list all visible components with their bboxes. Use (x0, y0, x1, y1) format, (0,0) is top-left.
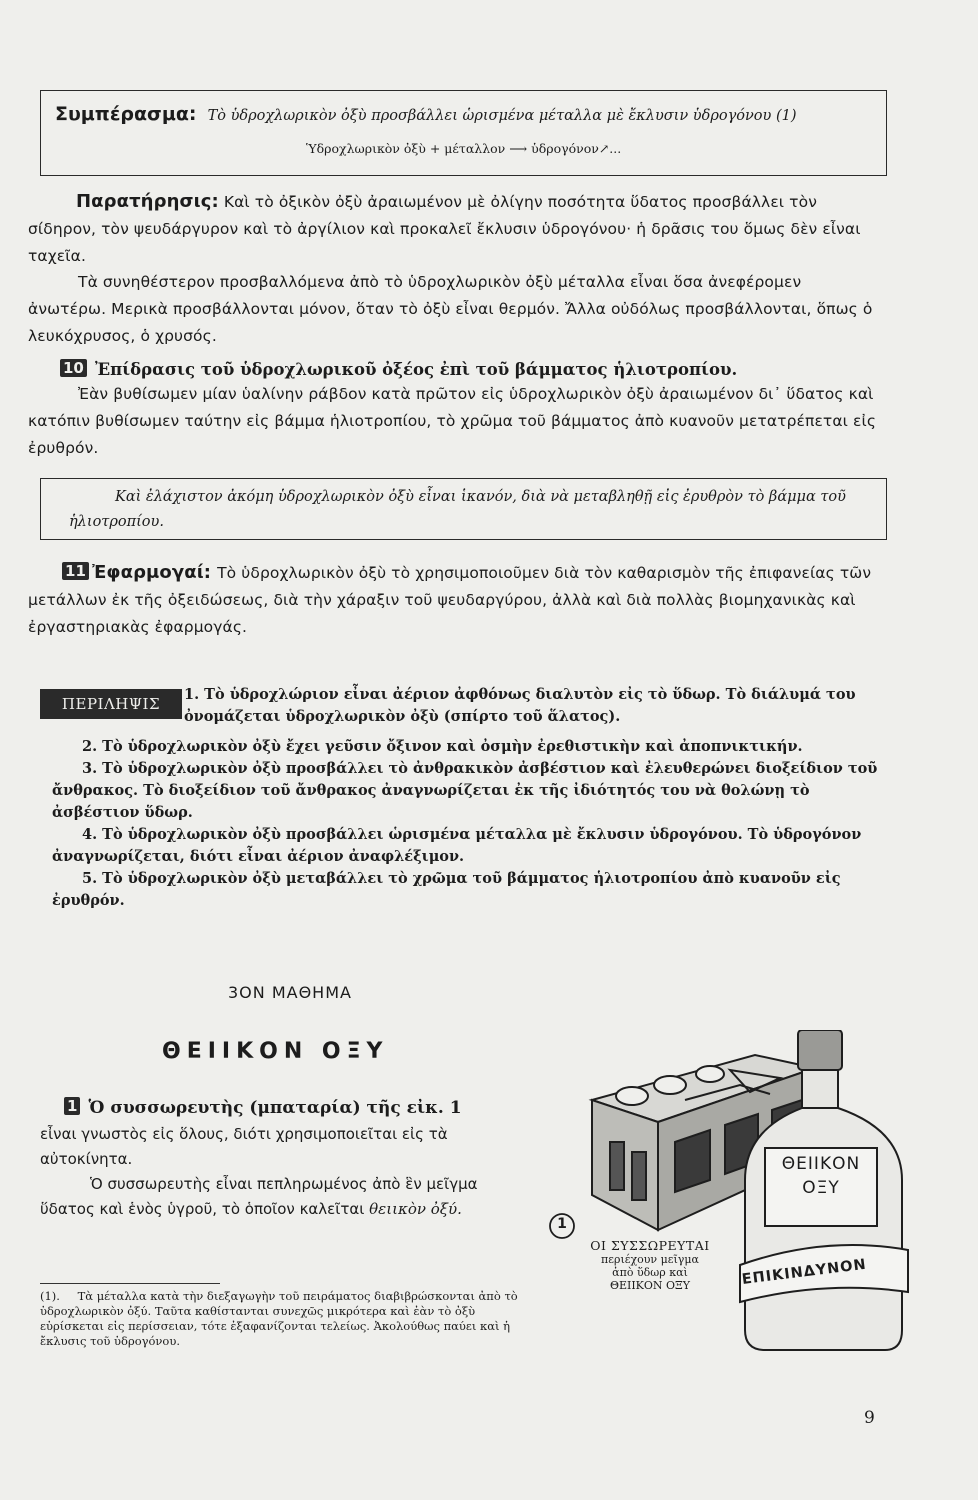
section-10-note-box (40, 478, 887, 540)
bottle-warning: ΕΠΙΚΙΝΔΥΝΟΝ (741, 1256, 868, 1288)
observation-paragraph-1 (28, 188, 880, 270)
figure-caption-title: ΟΙ ΣΥΣΣΩΡΕΥΤΑΙ (590, 1238, 710, 1253)
lesson-section-1-number: 1 (64, 1097, 80, 1115)
lesson-title: ΘΕΙΙΚΟΝ ΟΞΥ (162, 1039, 389, 1064)
section-10-text: Ἐὰν βυθίσωμεν μίαν ὑαλίνην ράβδον κατὰ πρῶτον εἰς ὑδροχλωρικὸν ὀξὺ ἀραιωμένον δι᾽ ὕδατος καὶ κατόπιν βυθίσωμεν ταύτην εἰς βάμμα ἡλιοτροπίου, τὸ χρῶμα τοῦ βάμματος ἀπὸ κυανοῦν μετατρέπεται εἰς ἐρυθρόν. (28, 385, 877, 457)
footnote-rule (40, 1283, 220, 1284)
figure-caption-text: περιέχουν μεῖγμα ἀπὸ ὕδωρ καὶ ΘΕΙΙΚΟΝ ΟΞΥ (601, 1253, 699, 1292)
conclusion-label: Συμπέρασμα: (55, 103, 197, 125)
lesson-section-1-text (40, 1122, 526, 1222)
summary-item-3: 3. Τὸ ὑδροχλωρικὸν ὀξὺ προσβάλλει τὸ ἀνθρακικὸν ἀσβέστιον καὶ ἐλευθερώνει διοξείδιον τοῦ ἄνθρακος. Τὸ διοξείδιον τοῦ ἄνθρακος ἀναγνωρίζεται ἐκ τῆς ἰδιότητός του νὰ θολώνῃ τὸ ἀσβέστιον ὕδωρ. (52, 760, 878, 821)
figure-caption (555, 1238, 745, 1292)
summary-item-1: 1. Τὸ ὑδροχλώριον εἶναι ἀέριον ἀφθόνως διαλυτὸν εἰς τὸ ὕδωρ. Τὸ διάλυμά του ὀνομάζεται ὑδροχλωρικὸν ὀξὺ (σπίρτο τοῦ ἅλατος). (184, 686, 856, 725)
summary-item-4: 4. Τὸ ὑδροχλωρικὸν ὀξὺ προσβάλλει ὡρισμένα μέταλλα μὲ ἔκλυσιν ὑδρογόνου. Τὸ ὑδρογόνον ἀναγνωρίζεται, διότι εἶναι ἀέριον ἀναφλέξιμον. (52, 826, 862, 865)
section-10-number: 10 (60, 359, 87, 377)
summary-badge: ΠΕΡΙΛΗΨΙΣ (40, 689, 182, 719)
lesson-paragraph-1: εἶναι γνωστὸς εἰς ὅλους, διότι χρησιμοποιεῖται εἰς τὰ αὐτοκίνητα. (40, 1125, 448, 1168)
summary-item-5: 5. Τὸ ὑδροχλωρικὸν ὀξὺ μεταβάλλει τὸ χρῶμα τοῦ βάμματος ἡλιοτροπίου ἀπὸ κυανοῦν εἰς ἐρυθρόν. (52, 870, 841, 909)
observation-paragraph-2 (28, 269, 880, 350)
section-10-paragraph (28, 381, 880, 462)
section-10-note: Καὶ ἐλάχιστον ἀκόμη ὑδροχλωρικὸν ὀξὺ εἶναι ἱκανόν, διὰ νὰ μεταβληθῇ εἰς ἐρυθρὸν τὸ βάμμα τοῦ ἡλιοτροπίου. (69, 489, 846, 530)
lesson-section-1-heading (64, 1097, 544, 1118)
footnote-mark: (1). (40, 1289, 60, 1303)
lesson-number: 3ΟΝ ΜΑΘΗΜΑ (228, 983, 352, 1002)
conclusion-equation: Ὑδροχλωρικὸν ὀξὺ + μέταλλον ⟶ ὑδρογόνον↗... (306, 141, 622, 156)
lesson-paragraph-2: Ὁ συσσωρευτὴς εἶναι πεπληρωμένος ἀπὸ ἓν μεῖγμα ὕδατος καὶ ἑνὸς ὑγροῦ, τὸ ὁποῖον καλεῖται θειικὸν ὀξύ. (40, 1175, 478, 1218)
conclusion-text: Τὸ ὑδροχλωρικὸν ὀξὺ προσβάλλει ὡρισμένα μέταλλα μὲ ἔκλυσιν ὑδρογόνου (1) (207, 108, 797, 124)
summary-item-2: 2. Τὸ ὑδροχλωρικὸν ὀξὺ ἔχει γεῦσιν ὄξινον καὶ ὀσμὴν ἐρεθιστικὴν καὶ ἀποπνικτικήν. (82, 738, 803, 755)
bottle-label: ΘΕΙΙΚΟΝ ΟΞΥ (781, 1154, 861, 1198)
page-number: 9 (864, 1408, 875, 1428)
section-10-heading (60, 359, 880, 379)
footnote-text: Τὰ μέταλλα κατὰ τὴν διεξαγωγὴν τοῦ πειράματος διαβιβρώσκονται ἀπὸ τὸ ὑδροχλωρικὸν ὀξύ. Ταῦτα καθίστανται συνεχῶς μικρότερα καὶ ἐὰν τὸ ὀξὺ εὑρίσκεται εἰς περίσσειαν, τότε ἐξαφανίζονται τελείως. Ἀκολούθως παύει καὶ ἡ ἔκλυσις τοῦ ὑδρογόνου. (40, 1289, 518, 1348)
observation-text-1: Καὶ τὸ ὀξικὸν ὀξὺ ἀραιωμένον μὲ ὀλίγην ποσότητα ὕδατος προσβάλλει τὸν σίδηρον, τὸν ψευδάργυρον καὶ τὸ ἀργίλιον καὶ προκαλεῖ ἔκλυσιν ὑδρογόνου· ἡ δρᾶσις του ὅμως δὲν εἶναι ταχεῖα. (28, 193, 861, 265)
summary-list (52, 736, 884, 912)
conclusion-box (40, 90, 887, 176)
lesson-term: θειικὸν ὀξύ. (369, 1200, 462, 1218)
section-11-paragraph (28, 559, 880, 641)
section-11-label: Ἐφαρμογαί: (92, 562, 212, 583)
section-11-number: 11 (62, 562, 89, 580)
footnote (40, 1289, 530, 1349)
figure-number: 1 (557, 1216, 567, 1232)
lesson-section-1-title: Ὁ συσσωρευτὴς (μπαταρία) τῆς εἰκ. 1 (88, 1098, 462, 1118)
section-11-text: Τὸ ὑδροχλωρικὸν ὀξὺ τὸ χρησιμοποιοῦμεν διὰ τὸν καθαρισμὸν τῆς ἐπιφανείας τῶν μετάλλων ἐκ τῆς ὀξειδώσεως, διὰ τὴν χάραξιν τοῦ ψευδαργύρου, ἀλλὰ καὶ διὰ πολλὰς βιομηχανικὰς καὶ ἐργαστηριακὰς ἐφαρμογάς. (28, 564, 872, 636)
section-10-title: Ἐπίδρασις τοῦ ὑδροχλωρικοῦ ὀξέος ἐπὶ τοῦ βάμματος ἡλιοτροπίου. (94, 360, 738, 379)
observation-label: Παρατήρησις: (76, 191, 219, 212)
observation-text-2: Τὰ συνηθέστερον προσβαλλόμενα ἀπὸ τὸ ὑδροχλωρικὸν ὀξὺ μέταλλα εἶναι ὅσα ἀνεφέρομεν ἀνωτέρω. Μερικὰ προσβάλλονται μόνον, ὅταν τὸ ὀξὺ εἶναι θερμόν. Ἄλλα οὐδόλως προσβάλλονται, ὅπως ὁ λευκόχρυσος, ὁ χρυσός. (28, 273, 873, 345)
